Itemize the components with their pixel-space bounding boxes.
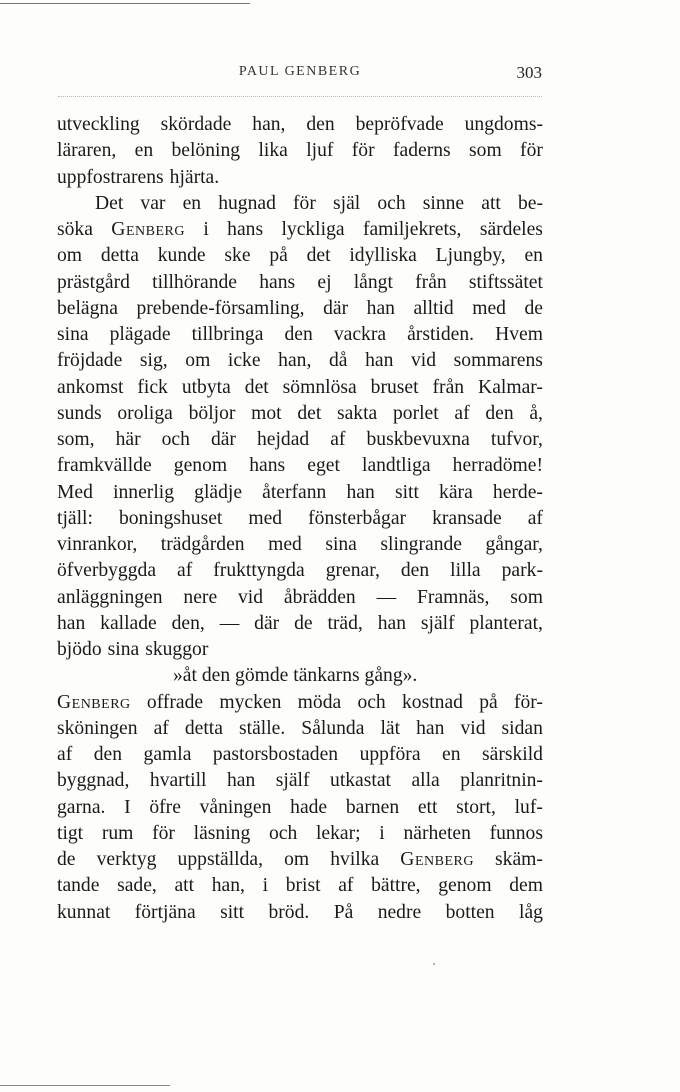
- word: för: [351, 140, 375, 162]
- word: det: [244, 376, 269, 398]
- word: boningshuset: [118, 507, 223, 529]
- word: närheten: [403, 822, 471, 844]
- word: den: [306, 114, 335, 135]
- text-line: [57, 191, 543, 217]
- word: —: [376, 586, 397, 608]
- body-text: [57, 112, 543, 926]
- word: tillhörande: [152, 271, 238, 293]
- word: uppföra: [359, 744, 421, 765]
- word: faderns: [392, 140, 451, 162]
- word: sitt: [394, 481, 419, 503]
- word: från: [432, 376, 465, 398]
- word: här: [115, 429, 141, 450]
- word: alltid: [413, 297, 454, 319]
- word: park-: [501, 560, 543, 582]
- word: utkastat: [330, 770, 391, 792]
- word: garna.: [57, 796, 106, 818]
- word: planterat,: [469, 612, 543, 634]
- text-line: [57, 138, 543, 164]
- word: kransade: [432, 507, 502, 529]
- word: själf: [275, 770, 310, 792]
- word: sitt: [220, 901, 245, 923]
- word: ankomst: [57, 376, 124, 398]
- word: som,: [57, 429, 95, 450]
- word: På: [333, 901, 354, 923]
- word: sommarens: [453, 350, 543, 372]
- word: som: [469, 140, 502, 162]
- word: buskbevuxna: [366, 429, 470, 450]
- word: hvartill: [149, 770, 207, 792]
- text-line: [57, 847, 543, 873]
- word: Ljungby,: [435, 245, 506, 267]
- header-rule: [58, 96, 542, 97]
- word: icke: [227, 350, 261, 372]
- word: där: [254, 612, 280, 634]
- word: belöning: [171, 140, 241, 162]
- word: för: [520, 140, 543, 162]
- text-line: [57, 637, 543, 663]
- word: prästgård: [57, 271, 130, 293]
- word: hugnad: [218, 192, 276, 214]
- word: barnen: [345, 796, 400, 818]
- word: mot: [251, 402, 282, 424]
- word: kallade: [100, 612, 157, 634]
- word: hans: [249, 455, 286, 477]
- word: i: [379, 822, 385, 844]
- word: skäm-: [495, 849, 543, 870]
- word: genom: [438, 875, 492, 897]
- word: af: [177, 560, 193, 582]
- text-line: [57, 480, 543, 506]
- word: återfann: [262, 481, 327, 503]
- word: nedre: [377, 901, 422, 923]
- word: långt: [353, 271, 393, 293]
- page-number: 303: [516, 63, 542, 82]
- text-line: [57, 375, 543, 401]
- word: trädgården: [160, 534, 245, 555]
- word: han,: [278, 350, 312, 372]
- word: där: [210, 429, 236, 450]
- word: lekar;: [315, 822, 361, 844]
- word: bättre,: [371, 875, 421, 897]
- word: kostnad: [401, 691, 463, 713]
- scan-edge-bottom: [0, 1085, 170, 1086]
- word: med: [248, 507, 283, 529]
- word: skördade: [160, 114, 232, 135]
- small-caps-name: Genberg: [400, 849, 474, 870]
- word: han: [57, 612, 86, 634]
- word: herde-: [492, 481, 543, 503]
- word: de: [57, 849, 76, 870]
- word: lyckliga: [281, 219, 345, 240]
- word: anläggningen: [57, 586, 163, 608]
- word: Det: [95, 192, 124, 214]
- word: bepröfvade: [355, 114, 444, 135]
- word: rum: [101, 822, 134, 844]
- running-title: PAUL GENBERG: [238, 64, 362, 79]
- word: sina: [107, 639, 140, 660]
- word: för: [293, 192, 316, 214]
- word: detta: [100, 245, 139, 267]
- word: sömnlösa: [282, 376, 357, 398]
- word: af: [454, 402, 470, 424]
- word: slingrande: [380, 534, 462, 555]
- word: af: [338, 875, 354, 897]
- word: gångar,: [485, 534, 543, 555]
- word: ungdoms-: [464, 114, 543, 135]
- word: planritnin-: [460, 770, 543, 792]
- word: sig,: [139, 350, 168, 372]
- word: vackra: [333, 324, 387, 345]
- word: kära: [439, 481, 473, 503]
- word: be-: [517, 192, 543, 214]
- text-line: [57, 768, 543, 794]
- word: Med: [57, 481, 93, 503]
- word: alla: [411, 770, 440, 792]
- word: en: [524, 245, 543, 267]
- word: den: [284, 324, 313, 345]
- word: hans: [259, 271, 296, 293]
- word: vid: [411, 350, 437, 372]
- text-line: [57, 453, 543, 479]
- word: funnos: [489, 822, 543, 844]
- word: hvilka: [330, 849, 380, 870]
- word: sina: [325, 534, 357, 555]
- word: där: [323, 297, 349, 319]
- word: »åt den gömde tänkarns gång».: [173, 665, 418, 687]
- word: möda: [297, 691, 342, 713]
- word: nere: [183, 586, 218, 608]
- word: bjödo: [57, 639, 102, 660]
- word: fick: [137, 376, 168, 398]
- word: offrade: [146, 691, 204, 713]
- text-line: [57, 558, 543, 584]
- word: han: [365, 350, 394, 372]
- small-caps-name: Genberg: [57, 691, 131, 713]
- word: förtjäna: [134, 901, 196, 923]
- word: tufvor,: [490, 429, 543, 450]
- word: med: [268, 534, 302, 555]
- word: öfverbyggda: [57, 560, 157, 582]
- text-line: [57, 165, 543, 191]
- text-line: [57, 795, 543, 821]
- word: sade,: [117, 875, 157, 897]
- text-line: [57, 690, 543, 716]
- word: byggnad,: [57, 770, 130, 792]
- word: om: [57, 245, 83, 267]
- word: öfre: [149, 796, 181, 818]
- text-line: [57, 427, 543, 453]
- word: att: [174, 875, 195, 897]
- word: sidan: [501, 717, 543, 739]
- word: från: [415, 271, 447, 293]
- word: plägade: [109, 324, 171, 345]
- word: den: [400, 560, 430, 582]
- word: han: [346, 481, 375, 503]
- word: var: [140, 192, 166, 214]
- word: han: [366, 297, 395, 319]
- word: af: [527, 507, 543, 529]
- word: luf-: [514, 796, 543, 818]
- word: med: [472, 297, 506, 319]
- text-line: [57, 401, 543, 427]
- word: han: [377, 612, 406, 634]
- word: den,: [171, 612, 205, 634]
- word: själ: [333, 192, 361, 214]
- word: skuggor: [145, 639, 209, 660]
- word: de: [294, 612, 313, 634]
- word: vinrankor,: [57, 534, 138, 555]
- word: söka: [57, 219, 93, 240]
- word: fröjdade: [57, 350, 123, 372]
- word: landtliga: [362, 455, 431, 477]
- word: en: [134, 140, 154, 162]
- word: sköningen: [57, 717, 138, 739]
- small-caps-name: Genberg: [111, 219, 185, 240]
- word: dem: [509, 875, 543, 897]
- word: framkvällde: [57, 455, 152, 477]
- word: familjekrets,: [362, 219, 462, 240]
- word: hjärta.: [169, 166, 220, 188]
- word: han: [416, 717, 445, 739]
- text-line: [57, 243, 543, 269]
- word: och: [377, 192, 406, 214]
- word: han: [226, 770, 256, 792]
- text-line: [57, 663, 543, 689]
- text-line: [57, 348, 543, 374]
- word: våningen: [199, 796, 272, 818]
- word: belägna: [57, 297, 118, 319]
- text-line: [57, 900, 543, 926]
- word: eget: [307, 455, 340, 477]
- word: stiftssätet: [468, 271, 543, 293]
- word: den: [93, 744, 123, 765]
- word: Kalmar-: [478, 376, 543, 398]
- word: utveckling: [57, 114, 140, 135]
- word: läsning: [193, 822, 251, 844]
- word: lika: [258, 140, 288, 162]
- word: sakta: [336, 402, 378, 424]
- word: läraren,: [57, 140, 117, 162]
- word: prebende-församling,: [136, 297, 305, 319]
- word: hejdad: [256, 429, 310, 450]
- word: bruset: [370, 376, 419, 398]
- text-line: [57, 532, 543, 558]
- text-line: [57, 873, 543, 899]
- text-line: [57, 270, 543, 296]
- word: om: [284, 849, 310, 870]
- word: porlet: [392, 402, 439, 424]
- word: bröd.: [268, 901, 310, 923]
- word: verktyg: [96, 849, 157, 870]
- word: och: [161, 429, 190, 450]
- word: om: [185, 350, 211, 372]
- word: uppställda,: [177, 849, 263, 870]
- scan-edge-top: [0, 3, 250, 4]
- word: själf: [420, 612, 455, 634]
- text-line: [57, 322, 543, 348]
- word: brist: [285, 875, 321, 897]
- word: fönsterbågar: [308, 507, 407, 529]
- word: grenar,: [325, 560, 380, 582]
- word: i: [203, 219, 209, 240]
- word: ett: [417, 796, 438, 818]
- word: utbyta: [181, 376, 231, 398]
- word: i: [262, 875, 269, 897]
- word: uppfostrarens: [57, 166, 164, 188]
- word: botten: [445, 901, 495, 923]
- word: de: [524, 297, 543, 319]
- word: lilla: [450, 560, 481, 582]
- word: ljuf: [306, 140, 334, 162]
- word: kunnat: [57, 901, 111, 923]
- word: som: [510, 586, 543, 608]
- word: genom: [173, 455, 228, 477]
- word: af: [330, 429, 346, 450]
- text-line: [57, 742, 543, 768]
- word: åbrädden: [283, 586, 356, 608]
- word: sina: [57, 324, 89, 345]
- word: tjäll:: [57, 507, 93, 529]
- word: på: [269, 245, 288, 267]
- word: för: [152, 822, 175, 844]
- word: stort,: [456, 796, 496, 818]
- text-line: [57, 716, 543, 742]
- word: herradöme!: [452, 455, 543, 477]
- word: han,: [211, 875, 245, 897]
- word: kunde: [157, 245, 206, 267]
- word: lät: [380, 717, 401, 739]
- text-line: [57, 611, 543, 637]
- word: en: [182, 192, 202, 214]
- word: då: [328, 350, 348, 372]
- word: tande: [57, 875, 100, 897]
- word: ske: [224, 245, 251, 267]
- word: och: [268, 822, 298, 844]
- word: af: [57, 744, 73, 765]
- word: glädje: [194, 481, 243, 503]
- word: särskild: [482, 744, 543, 765]
- word: ej: [317, 271, 332, 293]
- word: sunds: [57, 402, 102, 424]
- text-line: [57, 506, 543, 532]
- word: han,: [252, 114, 286, 135]
- word: på: [479, 691, 498, 713]
- word: gamla: [143, 744, 192, 765]
- word: Framnäs,: [417, 586, 490, 608]
- word: vid: [460, 717, 486, 739]
- text-line: [57, 585, 543, 611]
- word: Hvem: [495, 324, 543, 345]
- word: Sålunda: [301, 717, 365, 739]
- word: och: [357, 691, 386, 713]
- word: å,: [529, 402, 543, 424]
- word: detta: [184, 717, 223, 739]
- word: låg: [519, 901, 543, 923]
- word: det: [297, 402, 322, 424]
- word: vid: [238, 586, 264, 608]
- word: tillbringa: [191, 324, 264, 345]
- word: tigt: [57, 822, 84, 844]
- text-line: [57, 112, 543, 138]
- word: innerlig: [113, 481, 175, 503]
- text-line: [57, 821, 543, 847]
- word: ställe.: [239, 717, 286, 739]
- text-line: [57, 296, 543, 322]
- word: frukttyngda: [213, 560, 305, 582]
- word: idylliska: [349, 245, 417, 267]
- running-head: [58, 64, 542, 86]
- word: en: [442, 744, 461, 765]
- word: årstiden.: [407, 324, 475, 345]
- word: böljor: [188, 402, 236, 424]
- word: hans: [227, 219, 264, 240]
- word: att: [481, 192, 501, 214]
- word: särdeles: [479, 219, 543, 240]
- word: oroliga: [117, 402, 173, 424]
- word: träd,: [327, 612, 363, 634]
- word: den: [485, 402, 514, 424]
- word: sinne: [422, 192, 465, 214]
- scan-speck: [433, 963, 435, 965]
- word: af: [153, 717, 169, 739]
- text-line: [57, 217, 543, 243]
- word: för-: [513, 691, 543, 713]
- word: det: [306, 245, 331, 267]
- word: pastorsbostaden: [212, 744, 339, 765]
- word: —: [219, 612, 240, 634]
- word: mycken: [219, 691, 282, 713]
- word: I: [124, 796, 131, 818]
- word: hade: [290, 796, 328, 818]
